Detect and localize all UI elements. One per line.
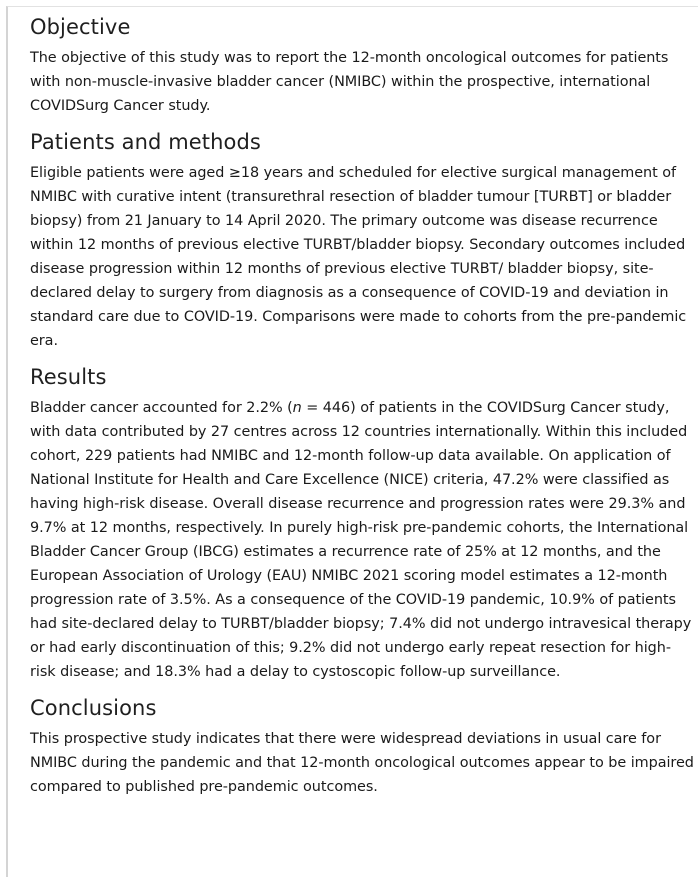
section-conclusions [30, 695, 694, 799]
results-text-post: = 446) of patients in the COVIDSurg Cancer study, with data contributed by 27 centres across 12 countries internationally. Within this included cohort, 229 patients had NMIBC and 12-month follow-up data available. On application of National Institute for Health and Care Excellence (NICE) criteria, 47.2% were classified as having high-risk disease. Overall disease recurrence and progression rates were 29.3% and 9.7% at 12 months, respectively. In purely high-risk pre-pandemic cohorts, the International Bladder Cancer Group (IBCG) estimates a recurrence rate of 25% at 12 months, and the European Association of Urology (EAU) NMIBC 2021 scoring model estimates a 12-month progression rate of 3.5%. As a consequence of the COVID-19 pandemic, 10.9% of patients had site-declared delay to TURBT/bladder biopsy; 7.4% did not undergo intravesical therapy or had early discontinuation of this; 9.2% did not undergo early repeat resection for high-risk disease; and 18.3% had a delay to cystoscopic follow-up surveillance. [30, 400, 692, 680]
section-body-patients-and-methods: Eligible patients were aged ≥18 years and scheduled for elective surgical management of NMIBC with curative intent (transurethral resection of bladder tumour [TURBT] or bladder biopsy) from 21 January to 14 April 2020. The primary outcome was disease recurrence within 12 months of previous elective TURBT/bladder biopsy. Secondary outcomes included disease progression within 12 months of previous elective TURBT/ bladder biopsy, site-declared delay to surgery from diagnosis as a consequence of COVID-19 and deviation in standard care due to COVID-19. Comparisons were made to cohorts from the pre-pandemic era. [30, 165, 687, 349]
section-objective [30, 14, 694, 118]
results-text-pre: Bladder cancer accounted for 2.2% ( [30, 400, 293, 416]
abstract-content [30, 14, 694, 810]
section-heading-patients-and-methods: Patients and methods [30, 130, 261, 154]
section-heading-results: Results [30, 365, 107, 389]
section-heading-objective: Objective [30, 15, 131, 39]
section-body-results [30, 396, 694, 684]
section-body-conclusions: This prospective study indicates that there were widespread deviations in usual care for NMIBC during the pandemic and that 12-month oncological outcomes appear to be impaired compared to published pre-pandemic outcomes. [30, 731, 694, 795]
section-results [30, 364, 694, 684]
section-body-objective: The objective of this study was to report the 12-month oncological outcomes for patients with non-muscle-invasive bladder cancer (NMIBC) within the prospective, international COVIDSurg Cancer study. [30, 50, 669, 114]
section-heading-conclusions: Conclusions [30, 696, 157, 720]
results-n-symbol: n [292, 400, 302, 416]
section-patients-and-methods [30, 129, 694, 353]
